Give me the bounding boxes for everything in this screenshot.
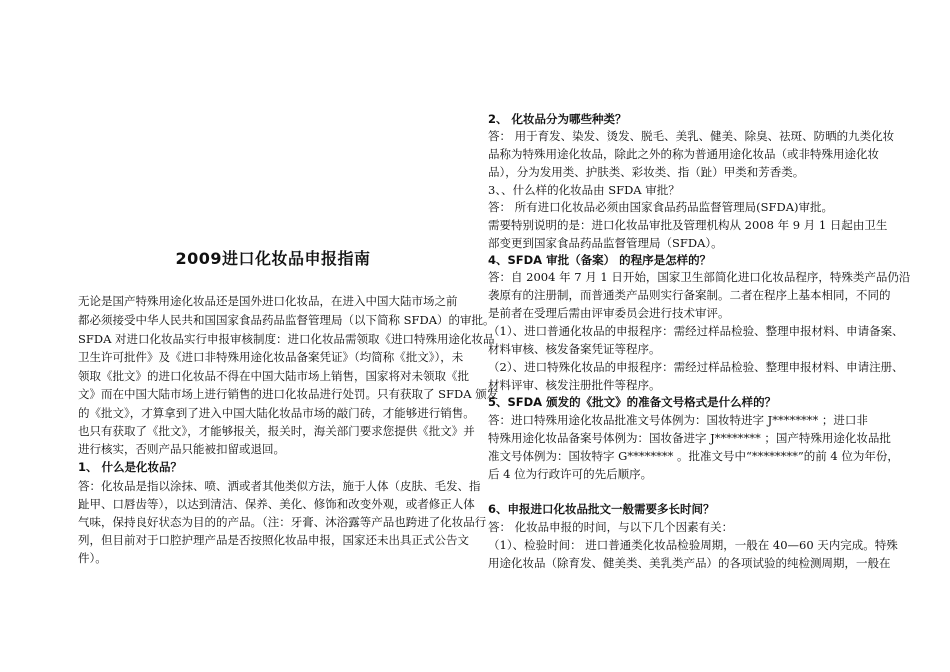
answer-1-line: 气味，保持良好状态为目的的产品。（注：牙膏、沐浴露等产品也跨进了化妆品行	[78, 515, 487, 529]
question-1-heading: 1、 什么是化妆品？	[78, 460, 183, 474]
answer-4-line: （1）、进口普通化妆品的申报程序：需经过样品检验、整理申报材料、申请备案、	[488, 324, 904, 338]
answer-2-line: 品），分为发用类、护肤类、彩妆类、指（趾）甲类和芳香类。	[488, 165, 805, 179]
answer-4-line: （2）、进口特殊化妆品的申报程序：需经过样品检验、整理申报材料、申请注册、	[488, 360, 904, 374]
document-title: 2009进口化妆品申报指南	[175, 249, 371, 268]
answer-4-line: 材料审核、核发备案凭证等程序。	[488, 342, 661, 356]
question-6-heading: 6、申报进口化妆品批文一般需要多长时间？	[488, 502, 715, 516]
answer-5-line: 准文号体例为：国妆特字 G******** 。批准文号中“********”的前 4 位为年份，	[488, 449, 899, 463]
answer-1-line: 答：化妆品是指以涂抹、喷、洒或者其他类似方法，施于人体（皮肤、毛发、指	[78, 479, 481, 493]
question-2-heading: 2、 化妆品分为哪些种类？	[488, 112, 627, 126]
intro-line: 卫生许可批件》及《进口非特殊用途化妆品备案凭证》（均简称《批文》），未	[78, 350, 464, 364]
answer-1-line: 趾甲、口唇齿等），以达到清洁、保养、美化、修饰和改变外观，或者修正人体	[78, 497, 475, 511]
answer-3-line: 需要特别说明的是：进口化妆品审批及管理机构从 2008 年 9 月 1 日起由卫生	[488, 218, 888, 232]
answer-6-line: 答： 化妆品申报的时间，与以下几个因素有关：	[488, 520, 734, 534]
answer-4-line: 是前者在受理后需由评审委员会进行技术审评。	[488, 306, 730, 320]
intro-line: 也只有获取了《批文》，才能够报关，报关时，海关部门要求您提供《批文》并	[78, 424, 475, 438]
intro-line: 都必须接受中华人民共和国国家食品药品监督管理局（以下简称 SFDA）的审批。	[78, 313, 495, 327]
intro-line: 的《批文》，才算拿到了进入中国大陆化妆品市场的敲门砖，才能够进行销售。	[78, 406, 475, 420]
answer-1-line: 列，但目前对于口腔护理产品是否按照化妆品申报，国家还未出具正式公告文	[78, 533, 469, 547]
answer-4-line: 答：自 2004 年 7 月 1 日开始，国家卫生部简化进口化妆品程序，特殊类产品仍沿	[488, 270, 911, 284]
answer-3-line: 部变更到国家食品药品监督管理局（SFDA）。	[488, 236, 723, 250]
question-4-heading: 4、SFDA 审批（备案） 的程序是怎样的？	[488, 253, 712, 267]
answer-4-line: 材料评审、核发注册批件等程序。	[488, 378, 661, 392]
answer-4-line: 袭原有的注册制，而普通类产品则实行备案制。二者在程序上基本相同，不同的	[488, 288, 891, 302]
intro-line: 领取《批文》的进口化妆品不得在中国大陆市场上销售，国家将对未领取《批	[78, 369, 469, 383]
intro-line: SFDA 对进口化妆品实行申报审核制度：进口化妆品需领取《进口特殊用途化妆品	[78, 332, 495, 346]
answer-2-line: 品称为特殊用途化妆品，除此之外的称为普通用途化妆品（或非特殊用途化妆	[488, 147, 879, 161]
answer-5-line: 特殊用途化妆品备案号体例为：国妆备进字 J******** ；国产特殊用途化妆品批	[488, 431, 891, 445]
question-5-heading: 5、SFDA 颁发的《批文》的准备文号格式是什么样的？	[488, 395, 777, 409]
intro-line: 进行核实，否则产品只能被扣留或退回。	[78, 442, 285, 456]
answer-6-line: 用途化妆品（除育发、健美类、美乳类产品）的各项试验的纯检测周期，一般在	[488, 556, 891, 570]
answer-2-line: 答： 用于育发、染发、烫发、脱毛、美乳、健美、除臭、祛斑、防晒的九类化妆	[488, 129, 895, 143]
answer-5-line: 后 4 位为行政许可的先后顺序。	[488, 467, 653, 481]
answer-6-line: （1）、检验时间： 进口普通类化妆品检验周期，一般在 40—60 天内完成。特殊	[488, 538, 898, 552]
intro-line: 文》而在中国大陆市场上进行销售的进口化妆品进行处罚。只有获取了 SFDA 颁发	[78, 387, 499, 401]
answer-5-line: 答：进口特殊用途化妆品批准文号体例为：国妆特进字 J******** ；进口非	[488, 413, 868, 427]
answer-3-line: 答： 所有进口化妆品必须由国家食品药品监督管理局(SFDA)审批。	[488, 200, 834, 214]
question-3-heading: 3、、什么样的化妆品由 SFDA 审批？	[488, 183, 680, 197]
answer-1-line: 件）。	[78, 551, 107, 565]
intro-line: 无论是国产特殊用途化妆品还是国外进口化妆品，在进入中国大陆市场之前	[78, 294, 458, 308]
